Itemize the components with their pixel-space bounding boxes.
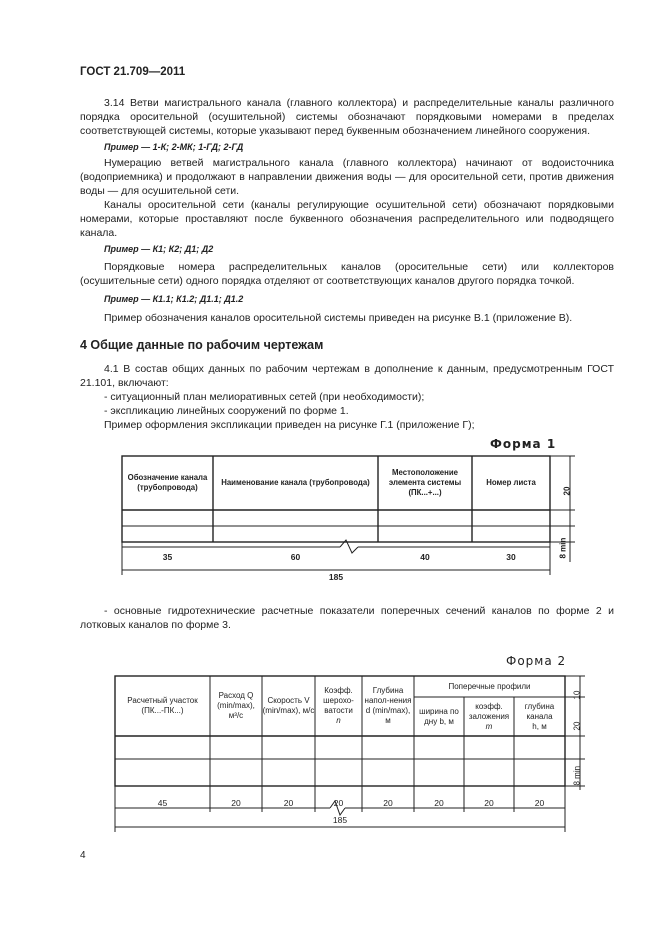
paragraph-hydro-indicators: - основные гидротехнические расчетные показатели поперечных сечений каналов по форме 2 и лотковых каналов по форме 3. — [80, 605, 614, 631]
form-2-width-4: 20 — [333, 798, 344, 808]
page-number: 4 — [80, 850, 86, 861]
form-2-width-5: 20 — [383, 798, 393, 808]
form-2-header-depth — [362, 678, 414, 734]
form-2-flow-label: Расход Q (min/max), — [217, 691, 255, 710]
form-2-title: Форма 2 — [506, 654, 567, 668]
paragraph-order-numbers: Порядковые номера распределительных каналов (оросительные сети) или коллекторов (осушительные сети) одного порядка отделяют от соответствующих каналов другого порядка точкой. — [80, 261, 614, 287]
form-2-dim-header: 20 — [572, 721, 582, 731]
form-2-header-profiles: Поперечные профили — [448, 682, 531, 691]
section-4-title: 4 Общие данные по рабочим чертежам — [80, 338, 324, 352]
form-1-width-1: 35 — [162, 552, 173, 562]
form-2-header-roughness — [315, 678, 362, 734]
form-2-header-section: Расчетный участок (ПК...-ПК...) — [127, 696, 198, 715]
form-2-width-8: 20 — [534, 798, 545, 808]
form-2-width-6: 20 — [434, 798, 444, 808]
paragraph-example-ref: Пример оформления экспликации приведен на рисунке Г.1 (приложение Г); — [104, 419, 475, 431]
form-2-width-2: 20 — [231, 798, 241, 808]
form-1-title: Форма 1 — [490, 437, 557, 451]
form-2-slope-symbol: m — [485, 721, 493, 731]
form-1-dim-row: 8 min — [558, 537, 568, 559]
form-2-dim-row: 8 min — [572, 765, 582, 786]
form-1-header-designation: Обозначение канала (трубопровода) — [127, 473, 208, 492]
example-1: Пример — 1-К; 2-МК; 1-ГД; 2-ГД — [104, 142, 244, 152]
form-2-slope-label: коэфф. заложения — [468, 701, 510, 721]
form-2-roughness-label: Коэфф. шерохо-ватости — [323, 686, 354, 715]
form-2-depth-unit: м — [385, 716, 391, 725]
form-2-dim-top: 10 — [572, 690, 582, 700]
paragraph-numbering: Нумерацию ветвей магистрального канала (главного коллектора) начинают от водоисточника (водоприемника) и продолжают в направлении движения воды — для оросительной сети, против движения воды — для осушительной сети. — [80, 157, 614, 197]
form-1-width-4: 30 — [506, 552, 516, 562]
paragraph-figure-ref: Пример обозначения каналов оросительной системы приведен на рисунке В.1 (приложение В). — [104, 312, 573, 324]
form-2-header-slope — [464, 698, 514, 735]
form-2-flow-unit: м³/с — [228, 711, 244, 720]
example-3: Пример — К1.1; К1.2; Д1.1; Д1.2 — [104, 294, 244, 304]
form-2-header-bottom-width: ширина по дну b, м — [419, 706, 459, 726]
form-2-depth-label: Глубина напол-нения d (min/max), — [364, 686, 412, 715]
form-1-header-location: Местоположение элемента системы (ПК...+...) — [388, 468, 462, 497]
form-1-header-name: Наименование канала (трубопровода) — [221, 478, 370, 487]
form-1-width-3: 40 — [420, 552, 430, 562]
form-2-width-3: 20 — [283, 798, 294, 808]
form-2-header-flow — [210, 678, 262, 734]
list-item-situation-plan: - ситуационный план мелиоративных сетей (при необходимости); — [104, 391, 425, 403]
form-2-channel-depth-label: глубина канала — [524, 701, 555, 721]
form-1-total-width: 185 — [328, 572, 344, 582]
paragraph-3-14: 3.14 Ветви магистрального канала (главного коллектора) и распределительные каналы различного порядка оросительной (осушительной) системы обозначают порядковыми номерами в пределах соответствующей системы, которые указывают перед буквенным обозначением линейного сооружения. — [80, 97, 614, 137]
form-1-header-sheet: Номер листа — [486, 478, 536, 487]
form-1-dim-header: 20 — [562, 486, 572, 496]
form-2-width-7: 20 — [484, 798, 494, 808]
paragraph-4-1: 4.1 В состав общих данных по рабочим чертежам в дополнение к данным, предусмотренным ГОСТ 21.101, включают: — [80, 363, 614, 389]
form-2-total-width: 185 — [332, 815, 348, 825]
example-2: Пример — К1; К2; Д1; Д2 — [104, 244, 214, 254]
list-item-explication: - экспликацию линейных сооружений по форме 1. — [104, 405, 349, 417]
form-2-header-channel-depth — [514, 698, 565, 735]
document-header: ГОСТ 21.709—2011 — [80, 66, 186, 78]
form-2-header-velocity: Скорость V (min/max), м/с — [262, 696, 315, 715]
form-2-width-1: 45 — [157, 798, 168, 808]
form-2-channel-depth-unit: h, м — [532, 721, 547, 731]
form-2-roughness-symbol: n — [336, 716, 341, 725]
form-1-width-2: 60 — [290, 552, 301, 562]
paragraph-irrigation-channels: Каналы оросительной сети (каналы регулирующие осушительной сети) обозначают порядковыми номерами, которые проставляют после буквенного обозначения распределительного или подводящего канала. — [80, 199, 614, 239]
